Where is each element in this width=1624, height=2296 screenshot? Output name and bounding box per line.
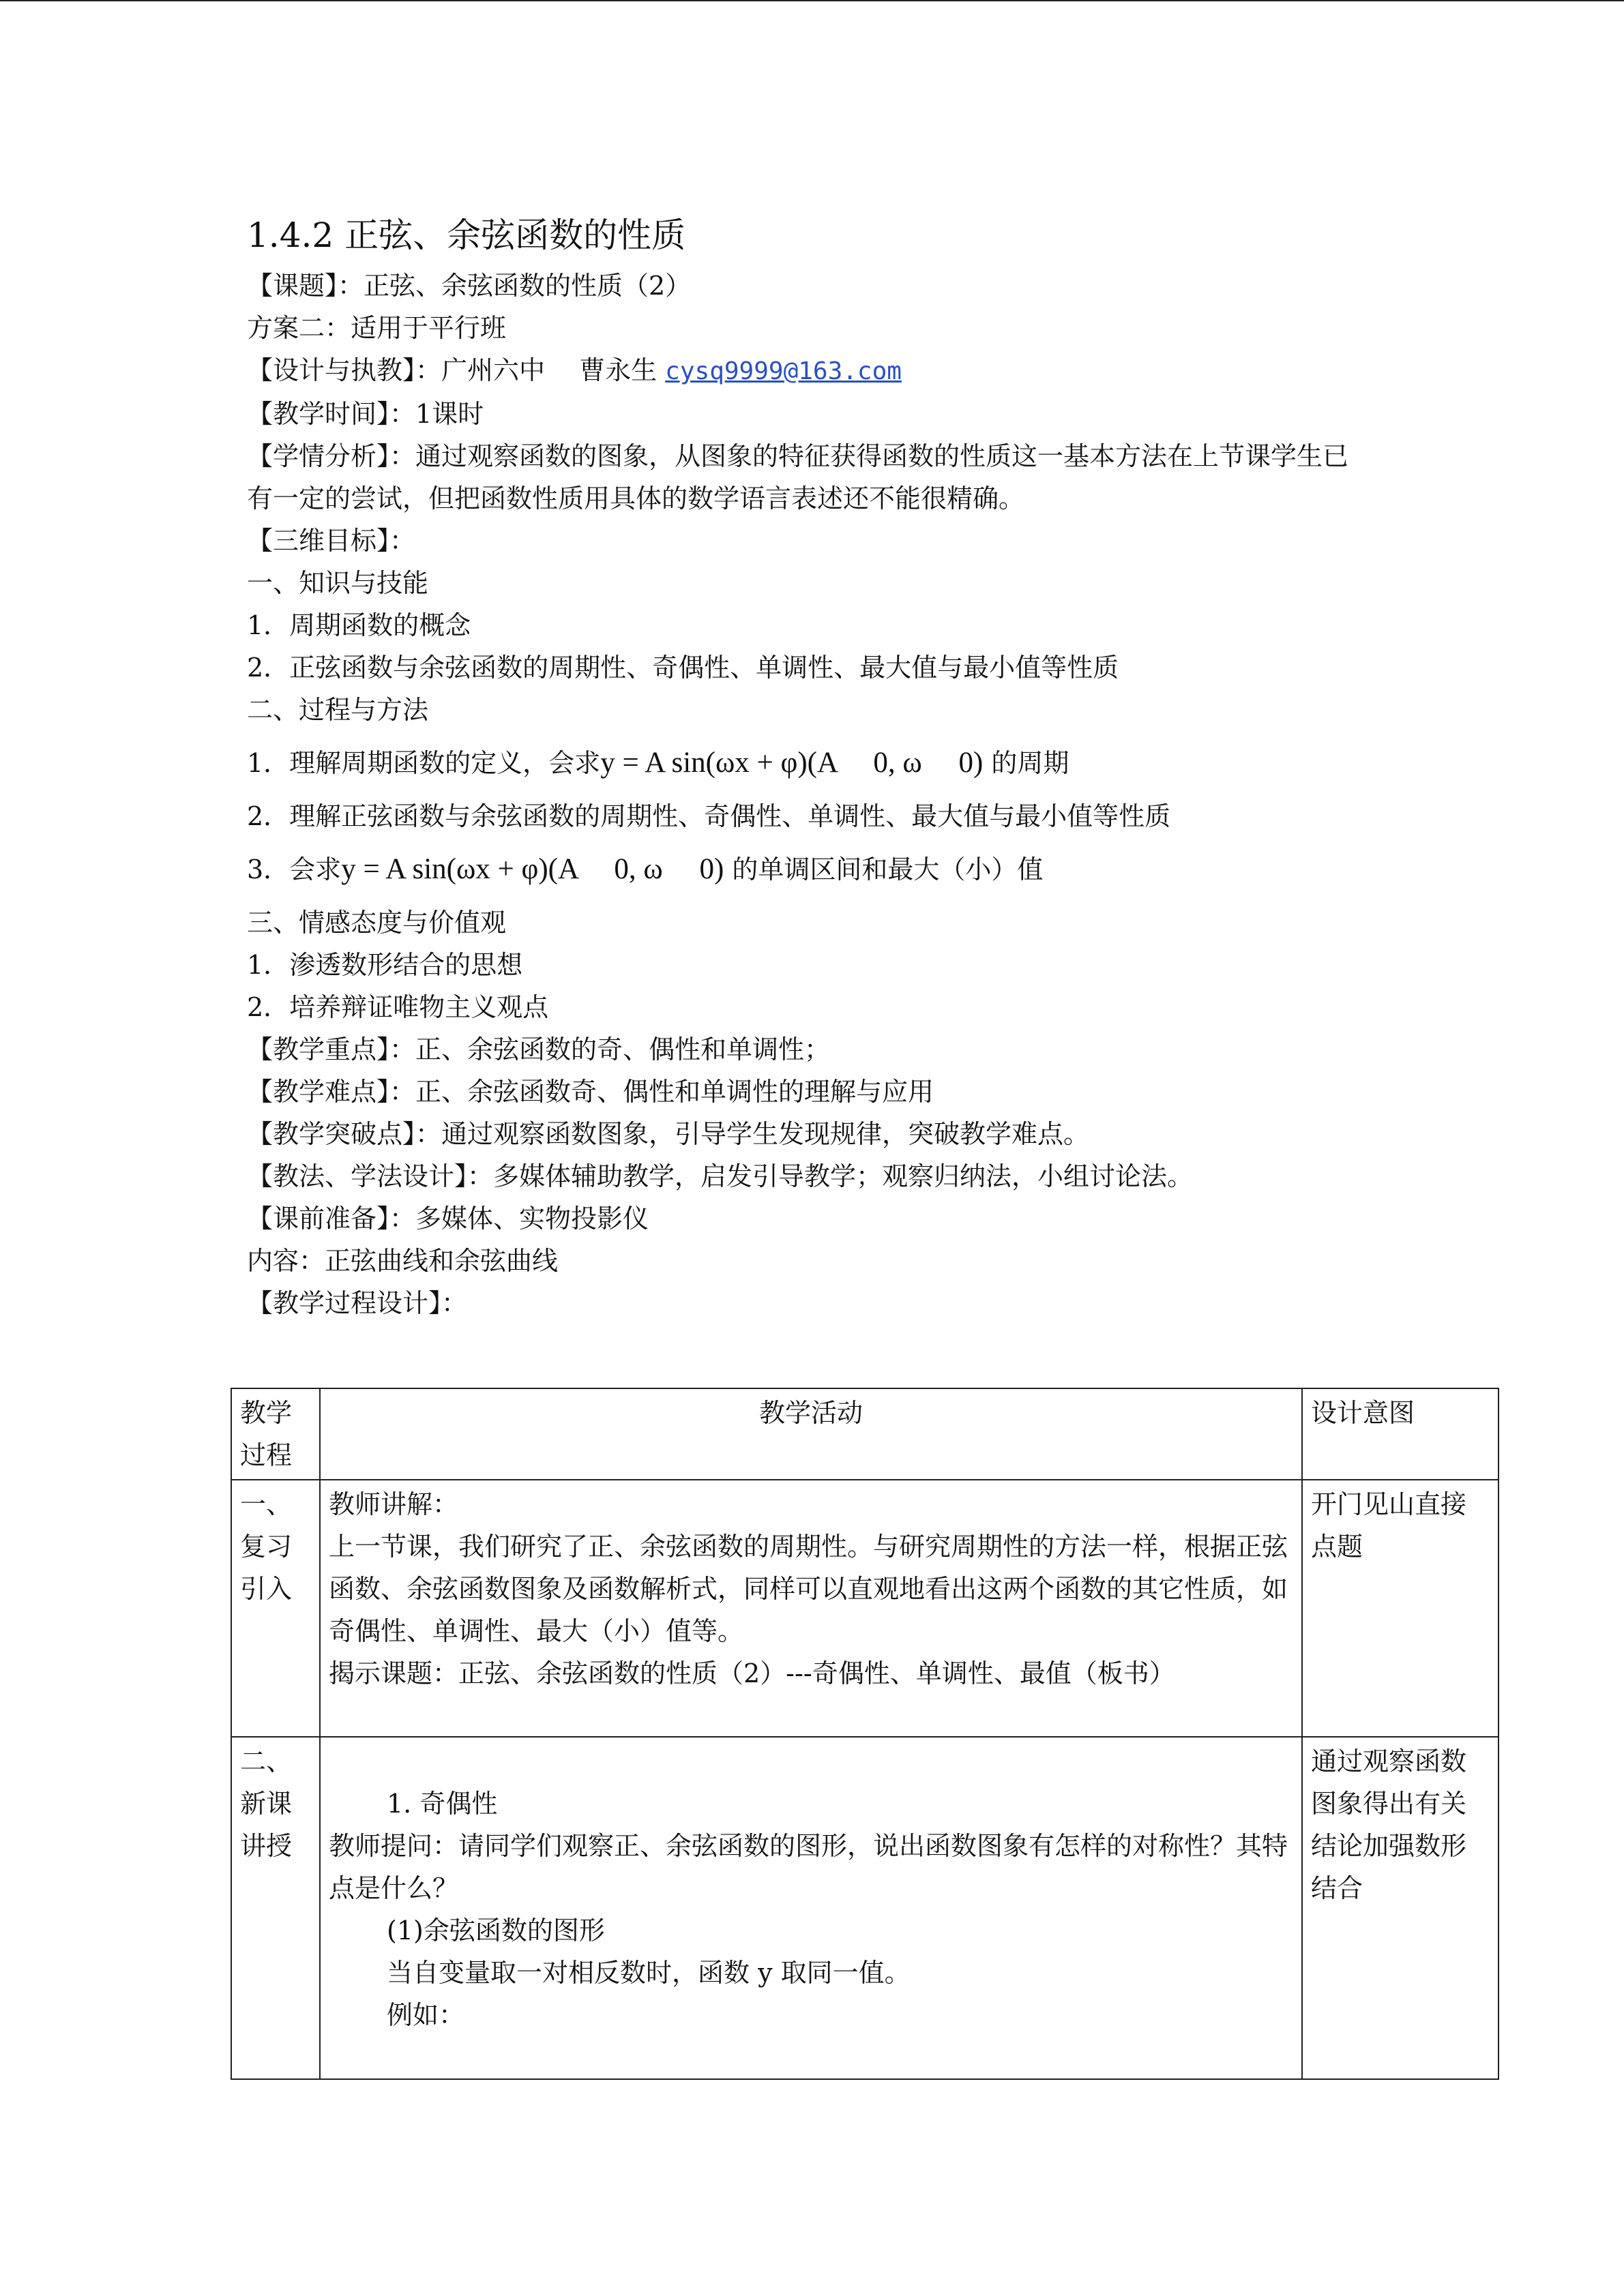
intent-cell: 通过观察函数图象得出有关结论加强数形结合	[1302, 1737, 1498, 2079]
attitude-item: 1．渗透数形结合的思想	[247, 950, 523, 980]
intent-cell: 开门见山直接点题	[1302, 1480, 1498, 1737]
document-body	[247, 211, 1372, 1324]
activity-cell	[320, 1737, 1302, 2079]
goals-header: 【三维目标】：	[247, 526, 416, 556]
plan-line: 方案二：适用于平行班	[247, 313, 507, 343]
email-link[interactable]: cysq9999@163.com	[665, 357, 902, 385]
analysis-paragraph: 【学情分析】：通过观察函数的图象，从图象的特征获得函数的性质这一基本方法在上节课学生已有一定的尝试，但把函数性质用具体的数学语言表述还不能很精确。	[247, 441, 1349, 513]
method-line: 【教法、学法设计】：多媒体辅助教学，启发引导教学；观察归纳法，小组讨论法。	[247, 1161, 1194, 1191]
attitude-item: 2．培养辩证唯物主义观点	[247, 992, 549, 1022]
stage-cell: 一、复习引入	[231, 1480, 320, 1737]
spacer	[329, 1740, 1293, 1783]
process-item-2: 2．理解正弦函数与余弦函数的周期性、奇偶性、单调性、最大值与最小值等性质	[247, 801, 1171, 831]
activity-line: 当自变量取一对相反数时，函数 y 取同一值。	[387, 1958, 911, 1988]
process-item-3-text: 3．会求	[247, 854, 342, 884]
activity-line: 1. 奇偶性	[387, 1789, 498, 1819]
difficulty-line: 【教学难点】：正、余弦函数奇、偶性和单调性的理解与应用	[247, 1077, 934, 1107]
formula: y = A sin(ωx + φ)(A 0, ω 0)	[600, 747, 984, 779]
process-item-1-text: 1．理解周期函数的定义，会求	[247, 748, 601, 778]
time-line: 【教学时间】：1课时	[247, 399, 484, 429]
process-item-3-suffix: 的单调区间和最大（小）值	[732, 854, 1044, 884]
process-item-1-suffix: 的周期	[991, 748, 1069, 778]
breakthrough-line: 【教学突破点】：通过观察函数图象，引导学生发现规律，突破教学难点。	[247, 1119, 1090, 1149]
header-stage: 教学过程	[231, 1388, 320, 1480]
activity-cell	[320, 1480, 1302, 1737]
process-table	[231, 1388, 1499, 2080]
process-item-1	[247, 731, 1372, 795]
stage-cell: 二、新课讲授	[231, 1737, 320, 2079]
activity-line: 教师提问：请同学们观察正、余弦函数的图形，说出函数图象有怎样的对称性？其特点是什么？	[329, 1831, 1288, 1903]
section-process: 二、过程与方法	[247, 695, 429, 725]
section-attitude: 三、情感态度与价值观	[247, 908, 507, 938]
prep-line: 【课前准备】：多媒体、实物投影仪	[247, 1204, 649, 1234]
content-line: 内容：正弦曲线和余弦曲线	[247, 1246, 559, 1276]
designer-line	[247, 349, 1372, 393]
key-point-line: 【教学重点】：正、余弦函数的奇、偶性和单调性；	[247, 1034, 831, 1064]
document-title: 1.4.2 正弦、余弦函数的性质	[247, 215, 686, 255]
knowledge-item: 2．正弦函数与余弦函数的周期性、奇偶性、单调性、最大值与最小值等性质	[247, 653, 1119, 683]
top-border-line	[0, 0, 1624, 1]
header-intent: 设计意图	[1302, 1388, 1498, 1480]
header-activity: 教学活动	[320, 1388, 1302, 1480]
table-row	[231, 1480, 1498, 1737]
activity-line: 揭示课题：正弦、余弦函数的性质（2）---奇偶性、单调性、最值（板书）	[329, 1658, 1175, 1688]
topic-line: 【课题】：正弦、余弦函数的性质（2）	[247, 271, 692, 301]
process-item-3	[247, 837, 1372, 901]
section-knowledge: 一、知识与技能	[247, 568, 429, 598]
activity-line: 例如：	[387, 2000, 465, 2030]
process-header: 【教学过程设计】：	[247, 1288, 468, 1318]
activity-line: 教师讲解：	[329, 1489, 459, 1519]
formula: y = A sin(ωx + φ)(A 0, ω 0)	[341, 853, 724, 885]
knowledge-item: 1．周期函数的概念	[247, 610, 471, 640]
table-header-row	[231, 1388, 1498, 1480]
designer-text: 【设计与执教】：广州六中 曹永生	[247, 355, 666, 385]
activity-line: 上一节课，我们研究了正、余弦函数的周期性。与研究周期性的方法一样，根据正弦函数、余弦函数图象及函数解析式，同样可以直观地看出这两个函数的其它性质，如奇偶性、单调性、最大（小）值等。	[329, 1532, 1288, 1646]
table-row	[231, 1737, 1498, 2079]
activity-line: (1)余弦函数的图形	[387, 1915, 605, 1945]
